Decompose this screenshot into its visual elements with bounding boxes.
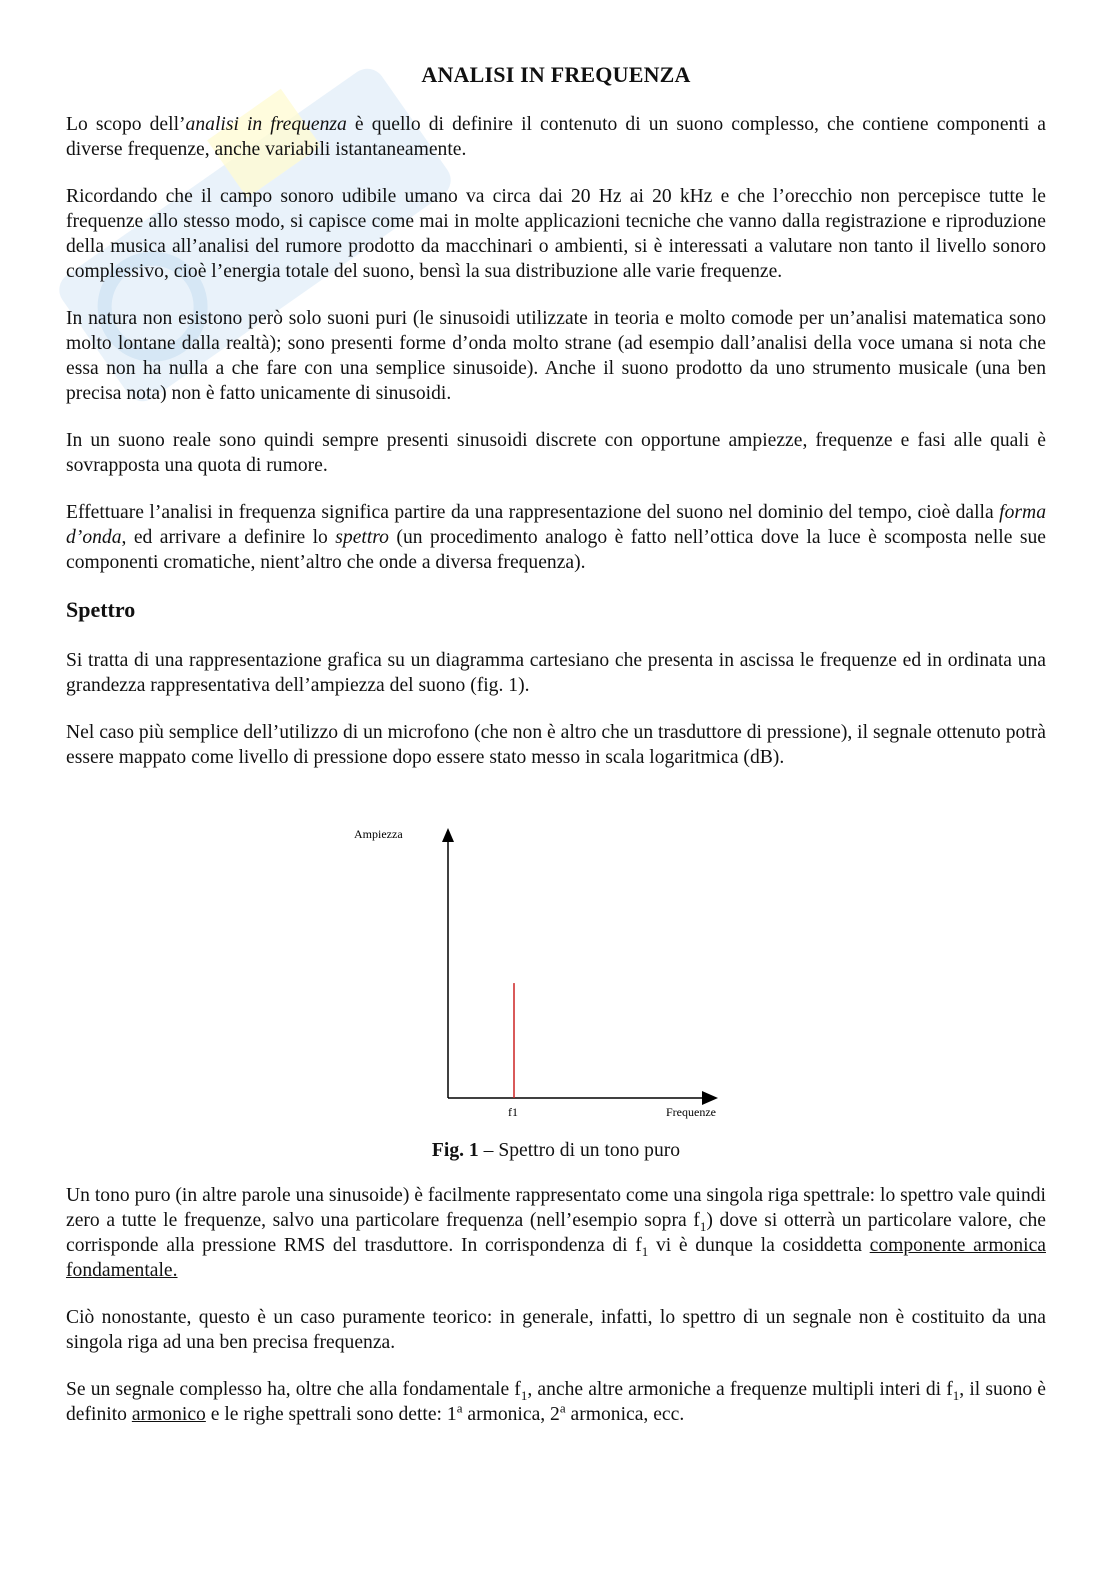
paragraph-pure-sounds: In natura non esistono però solo suoni puri (le sinusoidi utilizzate in teoria e molto comode per un’analisi matematica sono molto lontane dalla realtà); sono presenti forme d’onda molto strane (ad esempio dall’analisi della voce umana si nota che essa non ha nulla a che fare con una semplice sinusoide). Anche il suono prodotto da uno strumento musicale (una ben precisa nota) non è fatto unicamente di sinusoidi. [66, 308, 1046, 404]
spectrum-chart [346, 820, 746, 1138]
x-tick-label-f1: f1 [508, 1105, 518, 1119]
paragraph-microphone: Nel caso più semplice dell’utilizzo di un microfono (che non è altro che un trasduttore di pressione), il segnale ottenuto potrà essere mappato come livello di pressione dopo essere stato messo in scala logaritmica (dB). [66, 722, 1046, 768]
document-content [66, 62, 1046, 1449]
page-title: ANALISI IN FREQUENZA [421, 62, 691, 87]
figure-caption: Fig. 1 – Spettro di un tono puro [431, 1140, 681, 1161]
x-axis-label: Frequenze [666, 1105, 716, 1119]
paragraph-real-sound: In un suono reale sono quindi sempre presenti sinusoidi discrete con opportune ampiezze, frequenze e fasi alle quali è sovrapposta una quota di rumore. [66, 430, 1046, 476]
y-axis-arrow [442, 828, 454, 842]
section-heading-spettro: Spettro [66, 597, 136, 622]
paragraph-frequency-analysis: Effettuare l’analisi in frequenza significa partire da una rappresentazione del suono nel dominio del tempo, cioè dalla forma d’onda, ed arrivare a definire lo spettro (un procedimento analogo è fatto nell’ottica dove la luce è scomposta nelle sue componenti cromatiche, nient’altro che onde a diversa frequenza). [66, 502, 1046, 573]
paragraph-hearing-range: Ricordando che il campo sonoro udibile umano va circa dai 20 Hz ai 20 kHz e che l’orecchio non percepisce tutte le frequenze allo stesso modo, si capisce come mai in molte applicazioni tecniche che vanno dalla registrazione e riproduzione della musica all’analisi del rumore prodotto da macchinari o ambienti, si è interessati a valutare non tanto il livello sonoro complessivo, cioè l’energia totale del suono, bensì la sua distribuzione alle varie frequenze. [66, 186, 1046, 282]
figure-spectrum [66, 820, 1046, 1138]
paragraph-spectrum-definition: Si tratta di una rappresentazione grafica su un diagramma cartesiano che presenta in ascissa le frequenze ed in ordinata una grandezza rappresentativa dell’ampiezza del suono (fig. 1). [66, 650, 1046, 696]
paragraph-theoretical-case: Ciò nonostante, questo è un caso puramente teorico: in generale, infatti, lo spettro di un segnale non è costituito da una singola riga ad una ben precisa frequenza. [66, 1307, 1046, 1353]
y-axis-label: Ampiezza [354, 827, 403, 841]
x-axis-arrow [702, 1091, 718, 1105]
paragraph-intro: Lo scopo dell’analisi in frequenza è quello di definire il contenuto di un suono complesso, che contiene componenti a diverse frequenze, anche variabili istantaneamente. [66, 114, 1046, 160]
paragraph-harmonics: Se un segnale complesso ha, oltre che alla fondamentale $f_1$, anche altre armoniche a frequenze multipli interi di $f_1$, il suono è definito armonico e le righe spettrali sono dette: 1$^a$ armonica, 2$^a$ armonica, ecc. [66, 1379, 1046, 1425]
paragraph-pure-tone: Un tono puro (in altre parole una sinusoide) è facilmente rappresentato come una singola riga spettrale: lo spettro vale quindi zero a tutte le frequenze, salvo una particolare frequenza (nell’esempio sopra $f_1$) dove si otterrà un particolare valore, che corrisponde alla pressione RMS del trasduttore. In corrispondenza di $f_1$ vi è dunque la cosiddetta componente armonica fondamentale. [66, 1185, 1047, 1281]
